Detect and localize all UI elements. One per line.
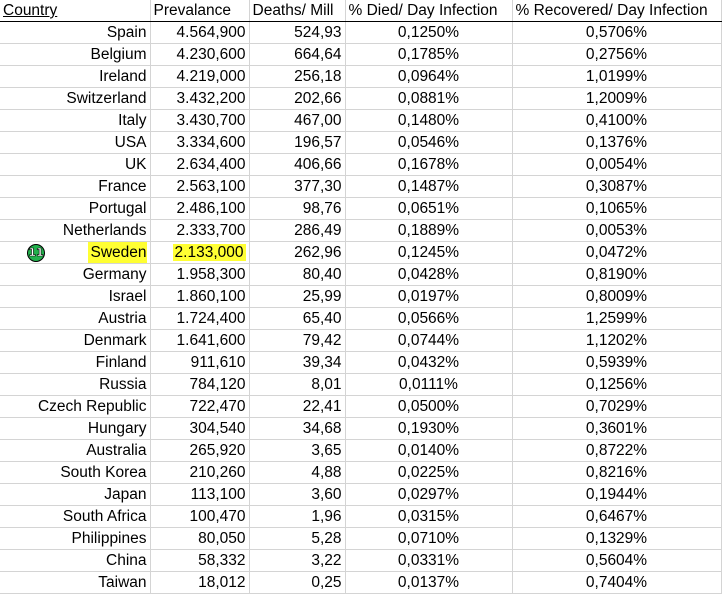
cell-deaths[interactable]: 467,00 [249, 110, 345, 132]
cell-recovered[interactable]: 0,7404% [512, 572, 721, 594]
cell-prevalence[interactable] [150, 88, 249, 110]
prevalence-value: 3.334,600 [176, 134, 246, 151]
cell-deaths[interactable]: 664,64 [249, 44, 345, 66]
table-row [0, 506, 721, 528]
cell-prevalence[interactable] [150, 286, 249, 308]
cell-deaths[interactable]: 3,60 [249, 484, 345, 506]
country-name: Netherlands [62, 222, 147, 239]
cell-died[interactable]: 0,0111% [345, 374, 512, 396]
cell-died[interactable]: 0,1487% [345, 176, 512, 198]
country-name: USA [114, 134, 147, 151]
table-row [0, 220, 721, 242]
cell-died[interactable]: 0,0710% [345, 528, 512, 550]
prevalence-value: 911,610 [190, 354, 246, 371]
cell-recovered[interactable]: 0,2756% [512, 44, 721, 66]
cell-deaths[interactable]: 262,96 [249, 242, 345, 264]
cell-deaths[interactable]: 0,25 [249, 572, 345, 594]
country-name: Switzerland [66, 90, 147, 107]
cell-recovered[interactable]: 0,8216% [512, 462, 721, 484]
country-name: South Africa [62, 508, 147, 525]
cell-prevalence[interactable] [150, 264, 249, 286]
cell-deaths[interactable]: 22,41 [249, 396, 345, 418]
cell-deaths[interactable]: 98,76 [249, 198, 345, 220]
table-row [0, 418, 721, 440]
country-name: Finland [95, 354, 147, 371]
table-row [0, 132, 721, 154]
table-row [0, 374, 721, 396]
country-name: France [98, 178, 147, 195]
prevalence-value: 4.230,600 [176, 46, 246, 63]
cell-prevalence[interactable] [150, 572, 249, 594]
cell-country[interactable] [0, 484, 150, 506]
table-row [0, 286, 721, 308]
country-name: Philippines [71, 530, 147, 547]
cell-country[interactable] [0, 66, 150, 88]
cell-died[interactable]: 0,0651% [345, 198, 512, 220]
country-name: Taiwan [98, 574, 147, 591]
cell-deaths[interactable]: 406,66 [249, 154, 345, 176]
cell-died[interactable]: 0,0566% [345, 308, 512, 330]
cell-country[interactable] [0, 242, 150, 264]
country-name: Ireland [99, 68, 147, 85]
cell-recovered[interactable]: 0,1329% [512, 528, 721, 550]
table-row [0, 154, 721, 176]
cell-country[interactable] [0, 88, 150, 110]
cell-recovered[interactable]: 0,3087% [512, 176, 721, 198]
country-name: Japan [104, 486, 147, 503]
table-row [0, 264, 721, 286]
cell-recovered[interactable]: 0,4100% [512, 110, 721, 132]
prevalence-value: 100,470 [189, 508, 246, 525]
country-name: Israel [108, 288, 147, 305]
cell-recovered[interactable]: 0,0053% [512, 220, 721, 242]
cell-country[interactable] [0, 528, 150, 550]
country-name: Italy [118, 112, 147, 129]
cell-died[interactable]: 0,0881% [345, 88, 512, 110]
cell-prevalence[interactable] [150, 462, 249, 484]
cell-recovered[interactable]: 0,8190% [512, 264, 721, 286]
cell-died[interactable]: 0,1930% [345, 418, 512, 440]
prevalence-value: 2.634,400 [176, 156, 246, 173]
cell-prevalence[interactable] [150, 132, 249, 154]
cell-recovered[interactable]: 0,5706% [512, 22, 721, 44]
cell-prevalence[interactable] [150, 220, 249, 242]
cell-deaths[interactable]: 34,68 [249, 418, 345, 440]
table-body [0, 22, 721, 594]
cell-recovered[interactable]: 1,1202% [512, 330, 721, 352]
cell-prevalence[interactable] [150, 198, 249, 220]
cell-died[interactable]: 0,0137% [345, 572, 512, 594]
cell-prevalence[interactable] [150, 22, 249, 44]
table-row [0, 176, 721, 198]
cell-prevalence[interactable] [150, 66, 249, 88]
cell-prevalence[interactable] [150, 528, 249, 550]
country-name: Austria [98, 310, 147, 327]
cell-recovered[interactable]: 0,7029% [512, 396, 721, 418]
cell-died[interactable]: 0,1250% [345, 22, 512, 44]
cell-prevalence[interactable] [150, 308, 249, 330]
cell-died[interactable]: 0,0225% [345, 462, 512, 484]
cell-country[interactable] [0, 176, 150, 198]
cell-prevalence[interactable] [150, 176, 249, 198]
cell-died[interactable]: 0,0331% [345, 550, 512, 572]
table-row [0, 308, 721, 330]
cell-prevalence[interactable] [150, 242, 249, 264]
table-row [0, 66, 721, 88]
cell-recovered[interactable]: 0,0054% [512, 154, 721, 176]
prevalence-value: 265,920 [189, 442, 246, 459]
cell-deaths[interactable]: 4,88 [249, 462, 345, 484]
cell-country[interactable] [0, 352, 150, 374]
cell-recovered[interactable]: 0,1944% [512, 484, 721, 506]
header-died[interactable]: % Died/ Day Infection [345, 0, 512, 22]
prevalence-value: 1.641,600 [176, 332, 246, 349]
cell-country[interactable] [0, 286, 150, 308]
cell-recovered[interactable]: 1,2009% [512, 88, 721, 110]
prevalence-value: 210,260 [189, 464, 246, 481]
prevalence-value: 2.133,000 [174, 244, 244, 261]
cell-recovered[interactable]: 1,2599% [512, 308, 721, 330]
cell-country[interactable] [0, 550, 150, 572]
table-row [0, 110, 721, 132]
cell-country[interactable] [0, 308, 150, 330]
cell-died[interactable]: 0,0428% [345, 264, 512, 286]
table-row [0, 440, 721, 462]
header-country[interactable]: Country [0, 0, 150, 22]
table-row [0, 462, 721, 484]
cell-deaths[interactable]: 39,34 [249, 352, 345, 374]
prevalence-value: 722,470 [189, 398, 246, 415]
cell-country[interactable] [0, 110, 150, 132]
header-recovered[interactable]: % Recovered/ Day Infection [512, 0, 721, 22]
cell-deaths[interactable]: 256,18 [249, 66, 345, 88]
cell-prevalence[interactable] [150, 396, 249, 418]
country-name: Portugal [88, 200, 147, 217]
cell-country[interactable] [0, 374, 150, 396]
prevalence-value: 3.430,700 [176, 112, 246, 129]
cell-country[interactable] [0, 132, 150, 154]
cell-died[interactable]: 0,1889% [345, 220, 512, 242]
rank-badge: 11 [27, 244, 45, 262]
cell-recovered[interactable]: 1,0199% [512, 66, 721, 88]
cell-country[interactable] [0, 418, 150, 440]
prevalence-value: 784,120 [189, 376, 246, 393]
country-name: Czech Republic [37, 398, 147, 415]
country-name: UK [124, 156, 147, 173]
cell-recovered[interactable]: 0,1256% [512, 374, 721, 396]
cell-died[interactable]: 0,0546% [345, 132, 512, 154]
cell-deaths[interactable]: 8,01 [249, 374, 345, 396]
prevalence-value: 4.564,900 [176, 24, 246, 41]
header-row [0, 0, 721, 22]
country-name: Hungary [87, 420, 147, 437]
prevalence-value: 1.860,100 [176, 288, 246, 305]
table-row [0, 484, 721, 506]
cell-country[interactable] [0, 462, 150, 484]
cell-died[interactable]: 0,1245% [345, 242, 512, 264]
cell-recovered[interactable]: 0,1065% [512, 198, 721, 220]
cell-deaths[interactable]: 65,40 [249, 308, 345, 330]
country-name: Denmark [83, 332, 147, 349]
country-name: South Korea [60, 464, 147, 481]
cell-died[interactable]: 0,0197% [345, 286, 512, 308]
cell-deaths[interactable]: 286,49 [249, 220, 345, 242]
cell-country[interactable] [0, 572, 150, 594]
cell-died[interactable]: 0,1785% [345, 44, 512, 66]
cell-recovered[interactable]: 0,8722% [512, 440, 721, 462]
cell-recovered[interactable]: 0,1376% [512, 132, 721, 154]
prevalence-value: 3.432,200 [176, 90, 246, 107]
table-row [0, 330, 721, 352]
cell-country[interactable] [0, 220, 150, 242]
cell-prevalence[interactable] [150, 550, 249, 572]
prevalence-value: 18,012 [198, 574, 246, 591]
cell-prevalence[interactable] [150, 154, 249, 176]
cell-prevalence[interactable] [150, 374, 249, 396]
cell-prevalence[interactable] [150, 440, 249, 462]
prevalence-value: 80,050 [198, 530, 246, 547]
cell-died[interactable]: 0,0140% [345, 440, 512, 462]
prevalence-value: 304,540 [189, 420, 246, 437]
cell-recovered[interactable]: 0,6467% [512, 506, 721, 528]
cell-deaths[interactable]: 524,93 [249, 22, 345, 44]
prevalence-value: 2.333,700 [176, 222, 246, 239]
cell-country[interactable] [0, 396, 150, 418]
cell-country[interactable] [0, 330, 150, 352]
cell-prevalence[interactable] [150, 352, 249, 374]
cell-died[interactable]: 0,1678% [345, 154, 512, 176]
cell-recovered[interactable]: 0,5939% [512, 352, 721, 374]
prevalence-value: 2.563,100 [176, 178, 246, 195]
header-prevalence[interactable]: Prevalance [150, 0, 249, 22]
cell-deaths[interactable]: 1,96 [249, 506, 345, 528]
cell-prevalence[interactable] [150, 110, 249, 132]
cell-country[interactable] [0, 440, 150, 462]
cell-country[interactable] [0, 154, 150, 176]
country-name: Spain [106, 24, 147, 41]
country-name: Australia [86, 442, 147, 459]
cell-recovered[interactable]: 0,8009% [512, 286, 721, 308]
cell-recovered[interactable]: 0,5604% [512, 550, 721, 572]
table-row [0, 242, 721, 264]
cell-prevalence[interactable] [150, 418, 249, 440]
cell-country[interactable] [0, 264, 150, 286]
cell-died[interactable]: 0,0964% [345, 66, 512, 88]
cell-deaths[interactable]: 5,28 [249, 528, 345, 550]
cell-deaths[interactable]: 377,30 [249, 176, 345, 198]
cell-prevalence[interactable] [150, 484, 249, 506]
country-name: Sweden [90, 244, 147, 261]
table-row [0, 198, 721, 220]
prevalence-value: 58,332 [198, 552, 246, 569]
cell-deaths[interactable]: 196,57 [249, 132, 345, 154]
table-row [0, 88, 721, 110]
cell-died[interactable]: 0,0297% [345, 484, 512, 506]
table-row [0, 352, 721, 374]
country-name: Germany [82, 266, 147, 283]
table-row [0, 44, 721, 66]
cell-died[interactable]: 0,0744% [345, 330, 512, 352]
prevalence-value: 113,100 [190, 486, 246, 503]
prevalence-value: 1.958,300 [176, 266, 246, 283]
cell-died[interactable]: 0,0432% [345, 352, 512, 374]
cell-died[interactable]: 0,0315% [345, 506, 512, 528]
cell-country[interactable] [0, 198, 150, 220]
prevalence-value: 4.219,000 [176, 68, 246, 85]
cell-deaths[interactable]: 79,42 [249, 330, 345, 352]
cell-prevalence[interactable] [150, 44, 249, 66]
header-deaths[interactable]: Deaths/ Mill [249, 0, 345, 22]
cell-recovered[interactable]: 0,0472% [512, 242, 721, 264]
table-row [0, 550, 721, 572]
cell-died[interactable]: 0,0500% [345, 396, 512, 418]
cell-prevalence[interactable] [150, 330, 249, 352]
cell-deaths[interactable]: 3,65 [249, 440, 345, 462]
cell-deaths[interactable]: 202,66 [249, 88, 345, 110]
cell-recovered[interactable]: 0,3601% [512, 418, 721, 440]
prevalence-value: 2.486,100 [176, 200, 246, 217]
country-name: Belgium [90, 46, 147, 63]
cell-deaths[interactable]: 3,22 [249, 550, 345, 572]
country-name: Russia [99, 376, 147, 393]
cell-country[interactable] [0, 44, 150, 66]
cell-died[interactable]: 0,1480% [345, 110, 512, 132]
prevalence-value: 1.724,400 [176, 310, 246, 327]
table-row [0, 22, 721, 44]
table-row [0, 572, 721, 594]
cell-deaths[interactable]: 25,99 [249, 286, 345, 308]
cell-deaths[interactable]: 80,40 [249, 264, 345, 286]
country-name: China [106, 552, 147, 569]
cell-prevalence[interactable] [150, 506, 249, 528]
cell-country[interactable] [0, 506, 150, 528]
table-row [0, 528, 721, 550]
table-row [0, 396, 721, 418]
cell-country[interactable] [0, 22, 150, 44]
